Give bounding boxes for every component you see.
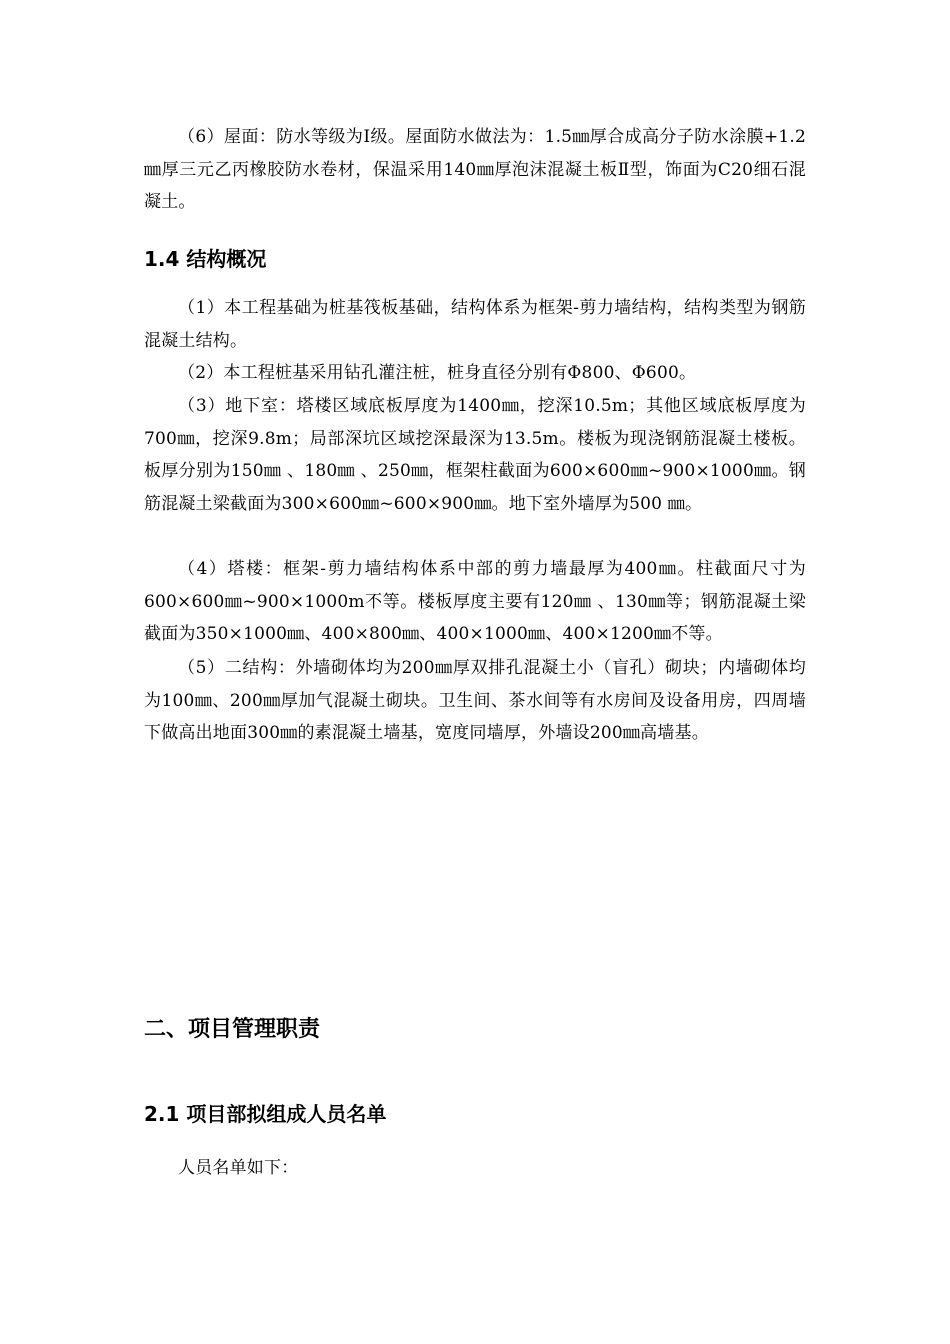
chapter-2-heading: 二、项目管理职责: [144, 1017, 321, 1042]
structure-paragraph-2: （2）本工程桩基采用钻孔灌注桩，桩身直径分别有Φ800、Φ600。: [178, 363, 697, 383]
roof-paragraph: （6）屋面：防水等级为Ⅰ级。屋面防水做法为：1.5㎜厚合成高分子防水涂膜+1.2㎜厚三元乙丙橡胶防水卷材，保温采用140㎜厚泡沫混凝土板Ⅱ型，饰面为C20细石混凝土。: [144, 127, 806, 212]
structure-paragraph-5: （5）二结构：外墙砌体均为200㎜厚双排孔混凝土小（盲孔）砌块；内墙砌体均为100㎜、200㎜厚加气混凝土砌块。卫生间、茶水间等有水房间及设备用房，四周墙下做高出地面300㎜的素混凝土墙基，宽度同墙厚，外墙设200㎜高墙基。: [144, 658, 806, 743]
structure-paragraph-3: （3）地下室：塔楼区域底板厚度为1400㎜，挖深10.5m；其他区域底板厚度为700㎜，挖深9.8m；局部深坑区域挖深最深为13.5m。楼板为现浇钢筋混凝土楼板。板厚分别为150㎜ 、180㎜ 、250㎜，框架柱截面为600×600㎜~900×1000㎜。钢筋混凝土梁截面为300×600㎜~600×900㎜。地下室外墙厚为500 ㎜。: [144, 396, 806, 514]
structure-paragraph-1: （1）本工程基础为桩基筏板基础，结构体系为框架-剪力墙结构，结构类型为钢筋混凝土结构。: [144, 298, 806, 351]
section-2-1-heading: 2.1 项目部拟组成人员名单: [144, 1102, 387, 1126]
section-1-4-heading: 1.4 结构概况: [144, 247, 267, 271]
structure-paragraph-4: （4）塔楼：框架-剪力墙结构体系中部的剪力墙最厚为400㎜。柱截面尺寸为600×600㎜~900×1000m不等。楼板厚度主要有120㎜ 、130㎜等；钢筋混凝土梁截面为350×1000㎜、400×800㎜、400×1000㎜、400×1200㎜不等。: [144, 559, 806, 644]
staff-list-intro: 人员名单如下：: [178, 1158, 299, 1178]
